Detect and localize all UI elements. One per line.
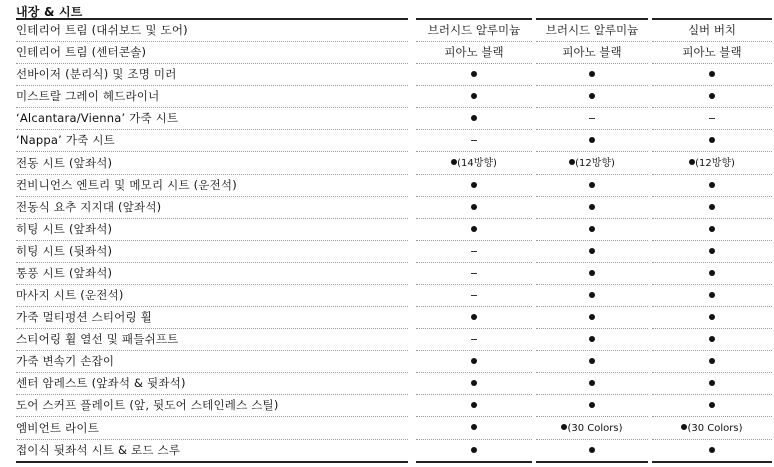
trim-value-cell	[416, 197, 532, 219]
column-gap	[408, 42, 416, 64]
table-row	[16, 175, 772, 197]
standard-dot-icon	[709, 226, 715, 232]
table-row	[16, 395, 772, 417]
option-note: (30 Colors)	[687, 423, 743, 434]
trim-value-cell	[416, 285, 532, 307]
trim-value-text: 실버 버치	[687, 23, 737, 37]
feature-label	[16, 263, 408, 285]
feature-label-text: 엠비언트 라이트	[16, 420, 100, 435]
standard-dot-icon	[471, 115, 477, 121]
standard-dot-icon	[709, 182, 715, 188]
feature-label	[16, 417, 408, 440]
standard-dot-icon	[709, 402, 715, 408]
trim-value-cell	[652, 175, 772, 197]
standard-dot-icon	[709, 336, 715, 342]
not-available-dash-icon	[471, 273, 477, 274]
option-note: (30 Colors)	[567, 423, 623, 434]
standard-dot-icon	[589, 270, 595, 276]
feature-label-text: 컨비니언스 엔트리 및 메모리 시트 (운전석)	[16, 178, 237, 192]
trim-value-cell	[536, 417, 648, 440]
trim-value-cell	[416, 42, 532, 64]
standard-dot-icon	[589, 336, 595, 342]
trim-value-cell	[416, 351, 532, 373]
feature-label	[16, 351, 408, 373]
option-note: (12방향)	[695, 158, 735, 169]
column-gap	[408, 197, 416, 219]
table-row	[16, 329, 772, 351]
not-available-dash-icon	[471, 339, 477, 340]
column-gap	[408, 130, 416, 152]
column-gap	[408, 64, 416, 86]
column-gap	[408, 152, 416, 175]
table-row	[16, 197, 772, 219]
feature-label-text: 인테리어 트림 (대쉬보드 및 도어)	[16, 23, 188, 37]
trim-value-cell	[536, 241, 648, 263]
feature-label	[16, 86, 408, 108]
option-note: (14방향)	[457, 158, 497, 169]
standard-dot-icon	[471, 71, 477, 77]
trim-value-cell	[416, 373, 532, 395]
spec-table-body	[16, 19, 772, 462]
standard-dot-icon	[709, 93, 715, 99]
trim-value-cell	[536, 219, 648, 241]
trim-value-cell	[536, 42, 648, 64]
feature-label	[16, 130, 408, 152]
standard-dot-icon	[709, 314, 715, 320]
trim-value-cell	[536, 395, 648, 417]
trim-value-cell	[416, 440, 532, 463]
standard-dot-icon	[471, 226, 477, 232]
not-available-dash-icon	[471, 140, 477, 141]
table-row	[16, 285, 772, 307]
trim-value-cell	[416, 64, 532, 86]
feature-label-text: 히팅 시트 (뒷좌석)	[16, 244, 113, 258]
trim-value-cell	[652, 241, 772, 263]
standard-dot-icon	[471, 182, 477, 188]
trim-value-text: 피아노 블랙	[682, 45, 742, 59]
trim-value-cell	[416, 417, 532, 440]
feature-label	[16, 395, 408, 417]
column-gap	[408, 241, 416, 263]
feature-label	[16, 108, 408, 130]
standard-dot-icon	[471, 204, 477, 210]
trim-value-cell	[652, 285, 772, 307]
column-gap	[408, 307, 416, 329]
trim-value-cell	[416, 307, 532, 329]
trim-value-cell	[652, 42, 772, 64]
standard-dot-icon	[589, 358, 595, 364]
feature-label	[16, 373, 408, 395]
trim-value-cell	[416, 219, 532, 241]
trim-value-cell	[652, 152, 772, 175]
trim-value-cell	[416, 329, 532, 351]
feature-label-text: 전동 시트 (앞좌석)	[16, 155, 113, 170]
table-row	[16, 241, 772, 263]
feature-label-text: 마사지 시트 (운전석)	[16, 288, 124, 302]
standard-dot-icon	[471, 93, 477, 99]
option-note: (12방향)	[575, 158, 615, 169]
not-available-dash-icon	[589, 118, 595, 119]
trim-value-text: 브러시드 알루미늄	[427, 23, 521, 37]
trim-value-cell	[536, 19, 648, 42]
feature-label	[16, 152, 408, 175]
standard-dot-icon	[471, 402, 477, 408]
trim-value-cell	[652, 130, 772, 152]
column-gap	[408, 19, 416, 42]
column-gap	[408, 108, 416, 130]
column-gap	[408, 285, 416, 307]
trim-value-cell	[416, 175, 532, 197]
standard-dot-icon	[709, 292, 715, 298]
feature-label	[16, 329, 408, 351]
trim-value-cell	[652, 108, 772, 130]
standard-dot-icon	[471, 314, 477, 320]
standard-dot-icon	[589, 71, 595, 77]
trim-value-text: 피아노 블랙	[562, 45, 622, 59]
standard-dot-icon	[589, 314, 595, 320]
standard-dot-icon	[709, 248, 715, 254]
trim-value-cell	[536, 130, 648, 152]
trim-value-cell	[652, 417, 772, 440]
feature-label	[16, 440, 408, 463]
table-row	[16, 152, 772, 175]
trim-value-cell	[652, 329, 772, 351]
table-row	[16, 86, 772, 108]
table-row	[16, 351, 772, 373]
feature-label-text: 선바이저 (분리식) 및 조명 미러	[16, 67, 177, 81]
trim-value-cell	[416, 108, 532, 130]
trim-value-cell	[652, 263, 772, 285]
standard-dot-icon	[589, 292, 595, 298]
trim-value-cell	[652, 440, 772, 463]
column-gap	[408, 175, 416, 197]
column-gap	[408, 417, 416, 440]
standard-dot-icon	[471, 380, 477, 386]
trim-value-cell	[536, 108, 648, 130]
table-row	[16, 417, 772, 440]
trim-value-cell	[652, 219, 772, 241]
standard-dot-icon	[471, 424, 477, 430]
standard-dot-icon	[589, 380, 595, 386]
feature-label	[16, 64, 408, 86]
trim-value-cell	[416, 152, 532, 175]
trim-value-cell	[416, 241, 532, 263]
feature-label-text: 미스트랄 그레이 헤드라이너	[16, 89, 160, 103]
not-available-dash-icon	[471, 295, 477, 296]
table-row	[16, 19, 772, 42]
feature-label	[16, 42, 408, 64]
trim-value-cell	[652, 86, 772, 108]
trim-value-cell	[652, 197, 772, 219]
column-gap	[408, 373, 416, 395]
trim-value-cell	[536, 175, 648, 197]
trim-value-cell	[416, 19, 532, 42]
trim-value-cell	[536, 307, 648, 329]
table-row	[16, 219, 772, 241]
standard-dot-icon	[709, 358, 715, 364]
feature-label-text: 도어 스커프 플레이트 (앞, 뒷도어 스테인레스 스틸)	[16, 398, 279, 412]
standard-dot-icon	[709, 380, 715, 386]
standard-dot-icon	[709, 270, 715, 276]
column-gap	[408, 263, 416, 285]
table-row	[16, 108, 772, 130]
trim-value-cell	[536, 197, 648, 219]
table-row	[16, 440, 772, 463]
trim-value-text: 브러시드 알루미늄	[545, 23, 639, 37]
feature-label-text: 전동식 요추 지지대 (앞좌석)	[16, 200, 162, 214]
feature-label-text: 히팅 시트 (앞좌석)	[16, 222, 113, 236]
trim-value-cell	[652, 351, 772, 373]
standard-dot-icon	[709, 71, 715, 77]
standard-dot-icon	[589, 204, 595, 210]
feature-label	[16, 285, 408, 307]
feature-label	[16, 219, 408, 241]
standard-dot-icon	[709, 447, 715, 453]
trim-value-cell	[652, 373, 772, 395]
feature-label-text: 가죽 변속기 손잡이	[16, 354, 115, 368]
table-row	[16, 130, 772, 152]
feature-label-text: 인테리어 트림 (센터콘솔)	[16, 45, 147, 59]
feature-label	[16, 197, 408, 219]
trim-value-text: 피아노 블랙	[444, 45, 504, 59]
standard-dot-icon	[709, 204, 715, 210]
trim-value-cell	[536, 64, 648, 86]
feature-label-text: ‘Alcantara/Vienna’ 가죽 시트	[16, 111, 179, 125]
standard-dot-icon	[589, 447, 595, 453]
trim-value-cell	[652, 395, 772, 417]
not-available-dash-icon	[471, 251, 477, 252]
trim-value-cell	[536, 285, 648, 307]
table-row	[16, 307, 772, 329]
column-gap	[408, 219, 416, 241]
trim-value-cell	[536, 440, 648, 463]
standard-dot-icon	[589, 93, 595, 99]
trim-value-cell	[416, 86, 532, 108]
table-row	[16, 42, 772, 64]
trim-value-cell	[536, 152, 648, 175]
feature-label-text: ‘Nappa’ 가죽 시트	[16, 133, 115, 147]
trim-value-cell	[652, 307, 772, 329]
trim-value-cell	[652, 19, 772, 42]
trim-value-cell	[536, 86, 648, 108]
standard-dot-icon	[589, 402, 595, 408]
standard-dot-icon	[709, 137, 715, 143]
trim-value-cell	[536, 263, 648, 285]
column-gap	[408, 395, 416, 417]
section-title: 내장 & 시트	[16, 5, 83, 19]
trim-value-cell	[652, 64, 772, 86]
standard-dot-icon	[589, 137, 595, 143]
column-gap	[408, 351, 416, 373]
column-gap	[408, 440, 416, 463]
column-gap	[408, 329, 416, 351]
column-gap	[408, 86, 416, 108]
table-row	[16, 64, 772, 86]
trim-value-cell	[416, 263, 532, 285]
feature-label	[16, 241, 408, 263]
feature-label-text: 통풍 시트 (앞좌석)	[16, 266, 113, 280]
table-row	[16, 373, 772, 395]
feature-label-text: 가죽 멀티펑션 스티어링 휠	[16, 310, 152, 324]
trim-value-cell	[416, 395, 532, 417]
standard-dot-icon	[471, 447, 477, 453]
feature-label	[16, 19, 408, 42]
trim-value-cell	[536, 373, 648, 395]
standard-dot-icon	[589, 226, 595, 232]
trim-value-cell	[416, 130, 532, 152]
feature-label-text: 센터 암레스트 (앞좌석 & 뒷좌석)	[16, 376, 186, 390]
standard-dot-icon	[471, 358, 477, 364]
not-available-dash-icon	[709, 118, 715, 119]
feature-label	[16, 175, 408, 197]
standard-dot-icon	[589, 182, 595, 188]
trim-value-cell	[536, 351, 648, 373]
standard-dot-icon	[589, 248, 595, 254]
trim-value-cell	[536, 329, 648, 351]
feature-label-text: 접이식 뒷좌석 시트 & 로드 스루	[16, 443, 181, 457]
feature-label-text: 스티어링 휠 열선 및 패들쉬프트	[16, 332, 179, 346]
feature-label	[16, 307, 408, 329]
spec-table	[16, 18, 772, 463]
table-row	[16, 263, 772, 285]
